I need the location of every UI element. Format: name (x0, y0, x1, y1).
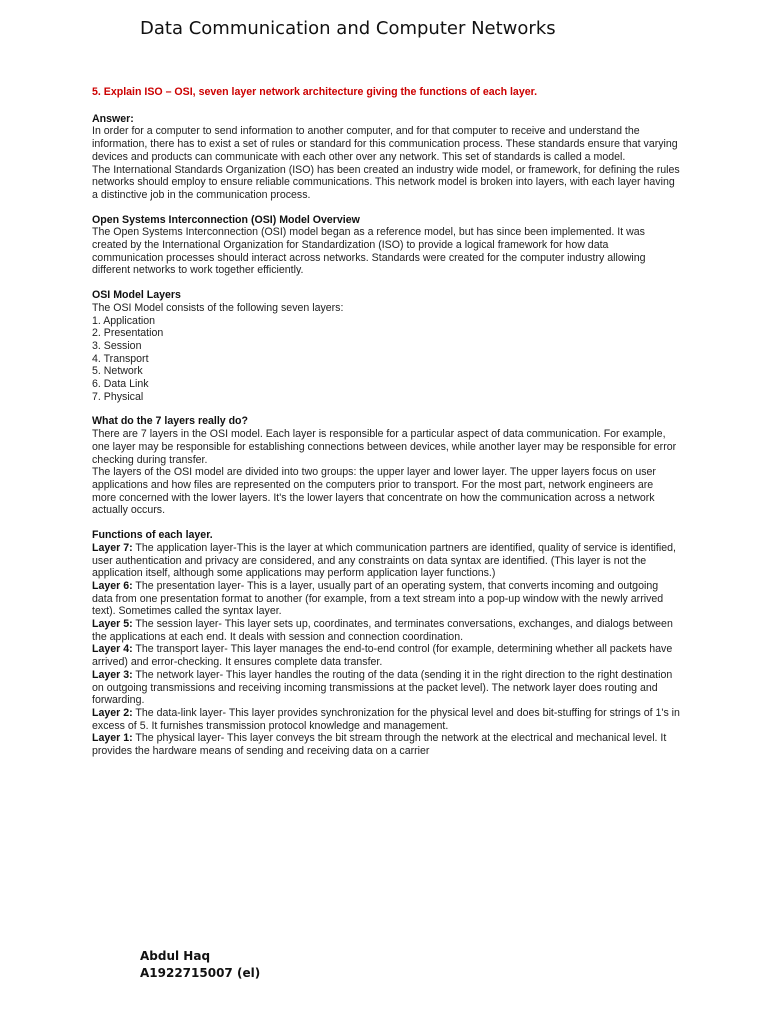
overview-section (92, 214, 680, 278)
function-label: Layer 5: (92, 618, 133, 631)
function-item (92, 542, 680, 580)
what-heading: What do the 7 layers really do? (92, 415, 249, 428)
what-paragraph: There are 7 layers in the OSI model. Each layer is responsible for a particular aspect of data communication. For example, one layer may be responsible for establishing connections between devices, while another layer may be responsible for error checking during transfer. (92, 428, 677, 466)
overview-heading: Open Systems Interconnection (OSI) Model Overview (92, 213, 360, 226)
function-item (92, 669, 680, 707)
document-body (92, 86, 680, 770)
author-id: A1922715007 (el) (140, 966, 261, 980)
function-text: The application layer-This is the layer at which communication partners are identified, quality of service is identified, user authentication and privacy are considered, and any constraints on data syntax are identified. (This layer is not the application itself, although some applications may perform application layer functions.) (92, 541, 676, 580)
function-label: Layer 1: (92, 732, 133, 745)
list-item: 7. Physical (92, 390, 144, 403)
author-footer (140, 948, 260, 982)
function-label: Layer 4: (92, 643, 133, 656)
function-item (92, 732, 680, 757)
function-item (92, 580, 680, 618)
list-item: 3. Session (92, 339, 142, 352)
function-label: Layer 6: (92, 579, 133, 592)
list-item: 5. Network (92, 365, 143, 378)
functions-heading: Functions of each layer. (92, 529, 213, 542)
function-text: The session layer- This layer sets up, coordinates, and terminates conversations, exchanges, and dialogs between the applications at each end. It deals with session and connection coordination. (92, 618, 673, 643)
function-item (92, 707, 680, 732)
layers-list (92, 315, 680, 404)
author-name: Abdul Haq (140, 949, 211, 963)
answer-section (92, 113, 680, 202)
function-text: The data-link layer- This layer provides synchronization for the physical level and does bit-stuffing for strings of 1's in excess of 5. It furnishes transmission protocol knowledge and management. (92, 706, 680, 732)
layers-intro: The OSI Model consists of the following seven layers: (92, 301, 344, 314)
function-text: The network layer- This layer handles the routing of the data (sending it in the right direction to the right destination on outgoing transmissions and receiving incoming transmissions at the packet level). The network layer does routing and forwarding. (92, 668, 673, 707)
function-text: The presentation layer- This is a layer, usually part of an operating system, that converts incoming and outgoing data from one presentation format to another (for example, from a text stream into a pop-up window with the newly arrived text). Sometimes called the syntax layer. (92, 579, 664, 618)
list-item: 2. Presentation (92, 327, 164, 340)
function-text: The transport layer- This layer manages the end-to-end control (for example, determining whether all packets have arrived) and error-checking. It ensures complete data transfer. (92, 643, 673, 669)
list-item: 1. Application (92, 314, 156, 327)
answer-paragraph: The International Standards Organization (ISO) has been created an industry wide model, or framework, for defining the rules networks should employ to ensure reliable communications. This network model is broken into layers, with each layer having a distinctive job in the communication process. (92, 163, 680, 201)
overview-paragraph: The Open Systems Interconnection (OSI) model began as a reference model, but has since been implemented. It was created by the International Organization for Standardization (ISO) to provide a logical framework for how data communication processes should interact across networks. Standards were created for the computer industry allowing different networks to work together efficiently. (92, 226, 646, 277)
answer-paragraph: In order for a computer to send information to another computer, and for that computer to receive and understand the information, there has to exist a set of rules or standard for this communication process. These standards ensure that varying devices and products can communicate with each other over any network. This set of standards is called a model. (92, 125, 678, 163)
page-title: Data Communication and Computer Networks (140, 18, 556, 39)
list-item: 6. Data Link (92, 378, 149, 391)
function-label: Layer 7: (92, 541, 133, 554)
function-item (92, 618, 680, 643)
what-section (92, 415, 680, 517)
what-paragraph: The layers of the OSI model are divided into two groups: the upper layer and lower layer. The upper layers focus on user applications and how files are represented on the computers prior to transport. For the most part, network engineers are more concerned with the lower layers. It's the lower layers that concentrate on how the communication across a network actually occurs. (92, 466, 656, 517)
layers-section (92, 289, 680, 403)
function-label: Layer 3: (92, 668, 133, 681)
function-text: The physical layer- This layer conveys the bit stream through the network at the electrical and mechanical level. It provides the hardware means of sending and receiving data on a carrier (92, 732, 667, 758)
list-item: 4. Transport (92, 352, 149, 365)
function-label: Layer 2: (92, 706, 133, 719)
layers-heading: OSI Model Layers (92, 289, 181, 302)
functions-section (92, 529, 680, 758)
question-text: 5. Explain ISO – OSI, seven layer network architecture giving the functions of each layer. (92, 86, 538, 98)
function-item (92, 643, 680, 668)
answer-heading: Answer: (92, 112, 134, 125)
